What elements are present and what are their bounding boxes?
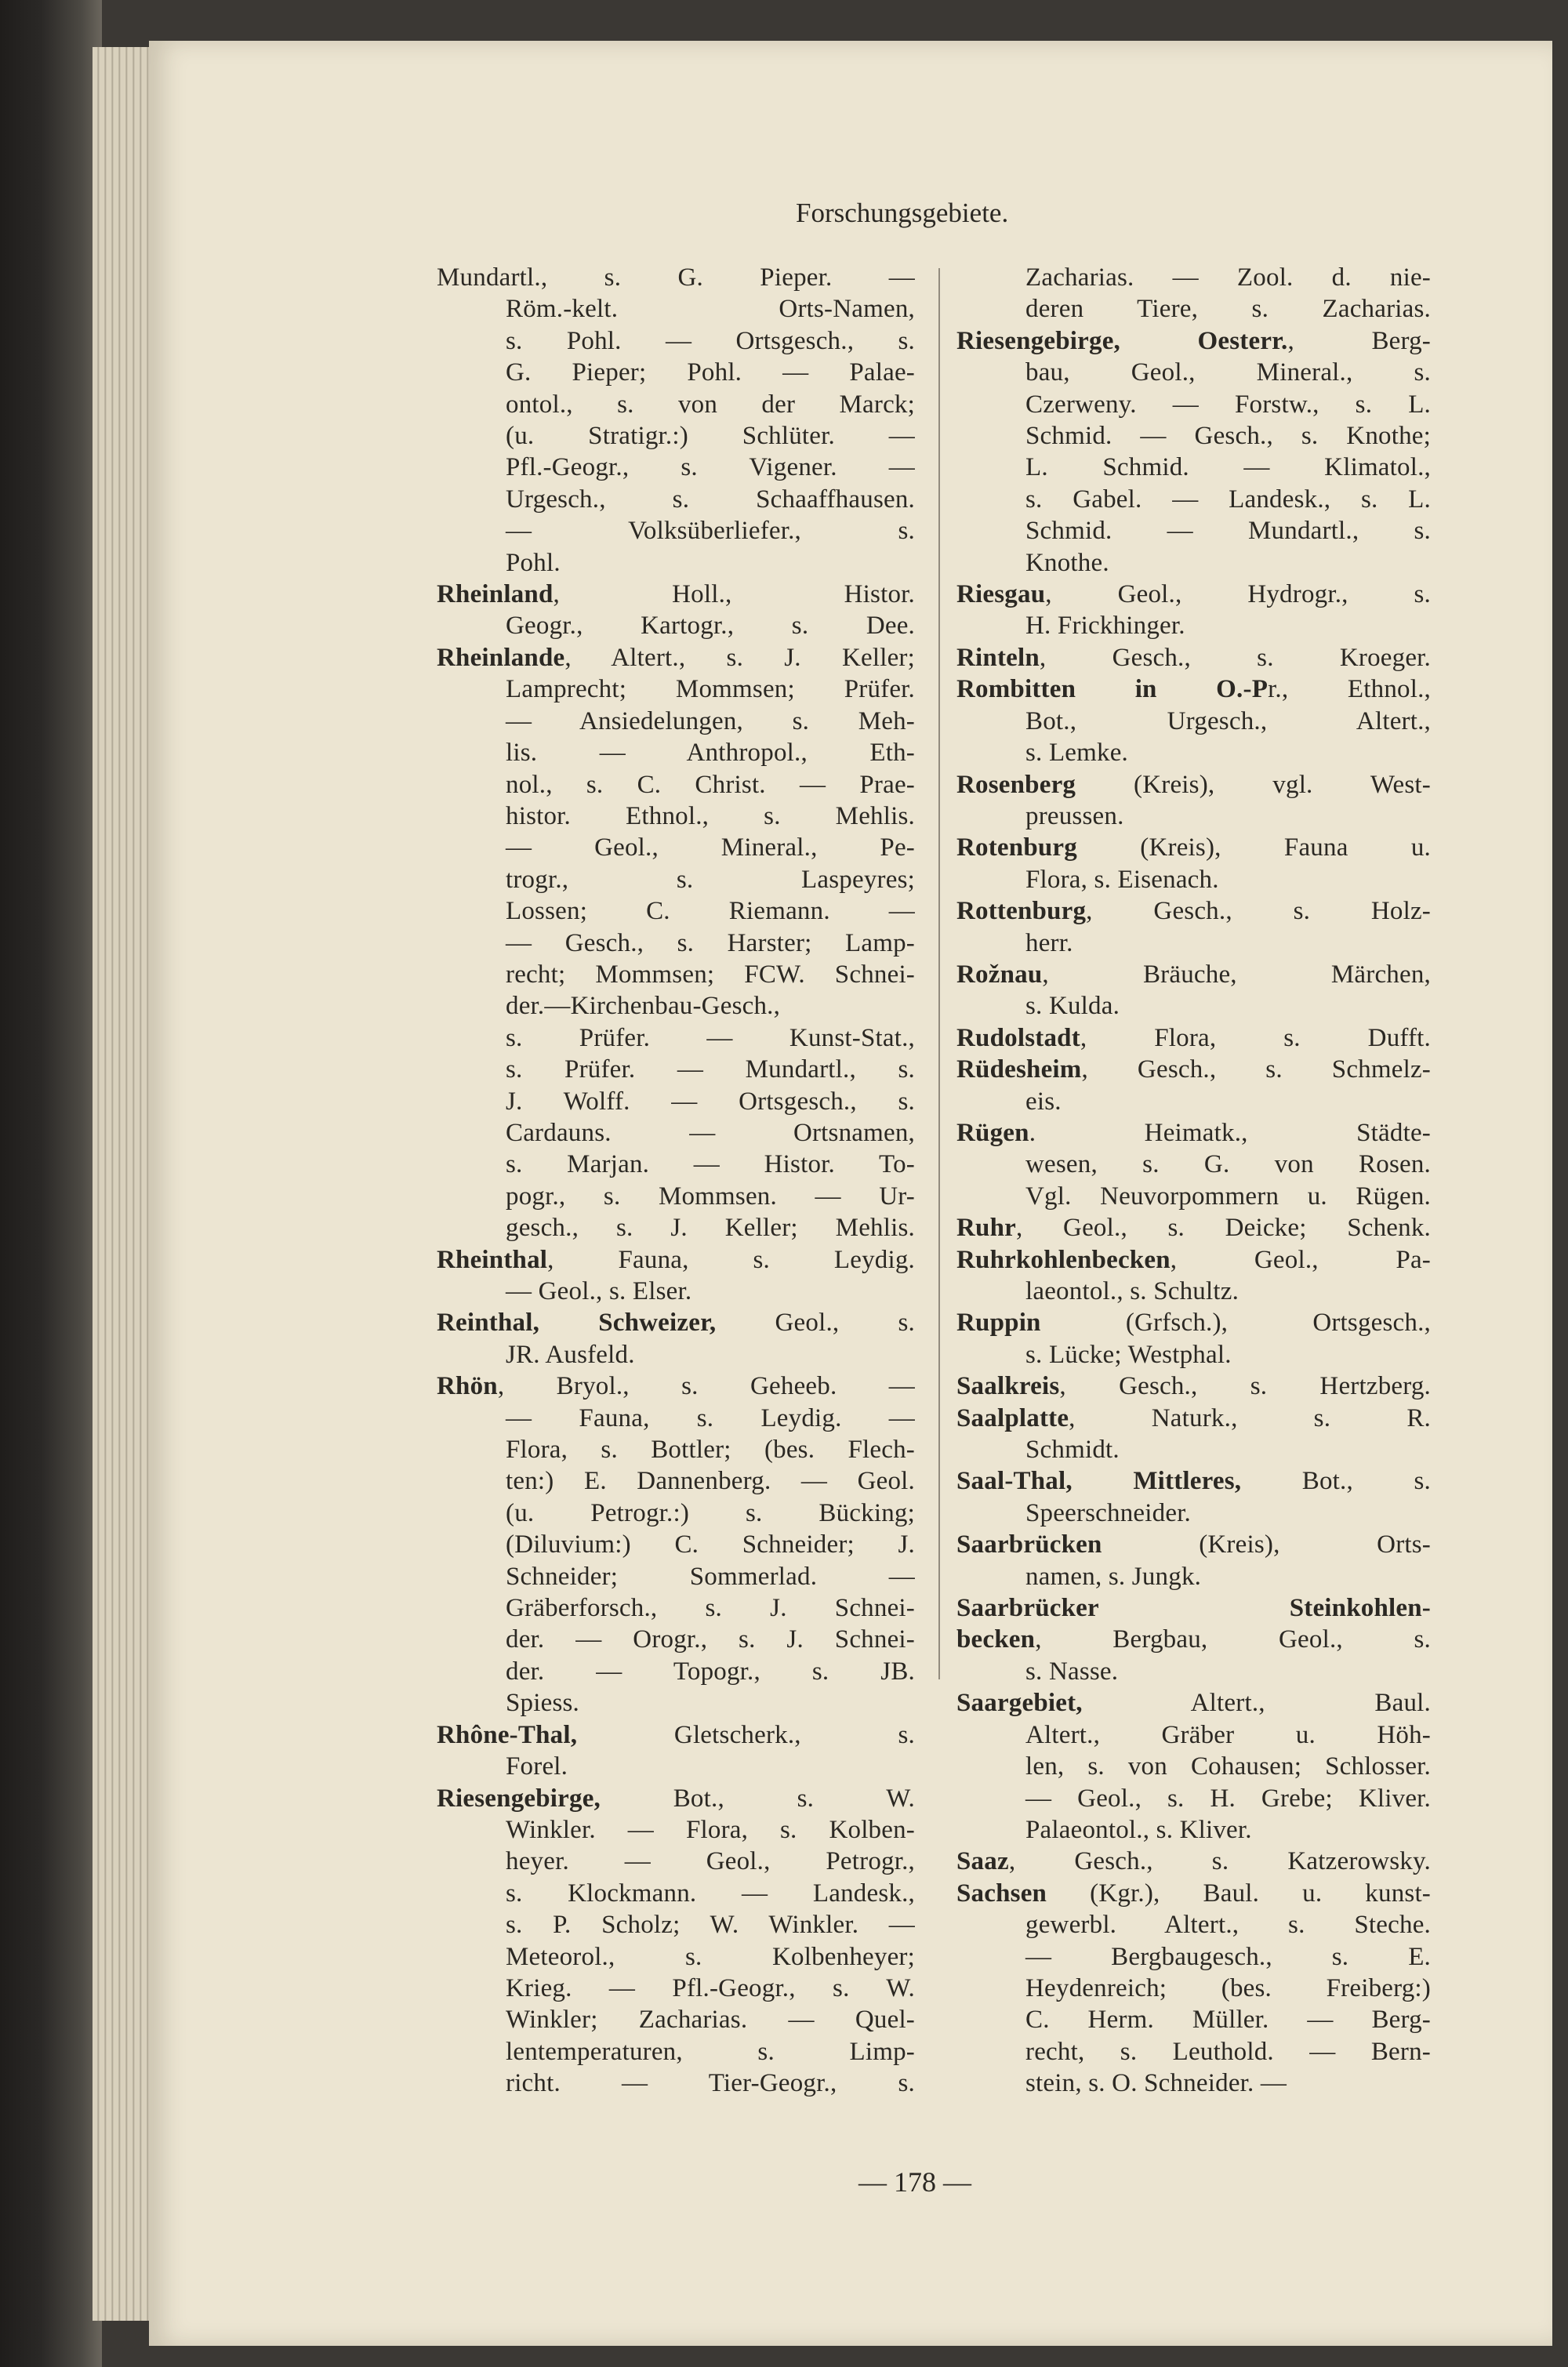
headword: Rotenburg — [956, 833, 1077, 862]
index-line: C. Herm. Müller. — Berg- — [1025, 2006, 1431, 2035]
index-line: Pfl.-Geogr., s. Vigener. — — [506, 453, 915, 482]
headword: Rožnau — [956, 960, 1043, 989]
page-edges — [93, 47, 155, 2321]
index-line: s. Gabel. — Landesk., s. L. — [1025, 485, 1431, 514]
index-line: Schneider; Sommerlad. — — [506, 1562, 915, 1591]
left-column — [437, 262, 915, 2100]
index-line: Speerschneider. — [1025, 1498, 1192, 1527]
headword: Rinteln — [956, 643, 1040, 672]
headword: Rombitten in O.-P — [956, 675, 1269, 704]
column-divider — [938, 268, 940, 1679]
index-line: herr. — [1025, 928, 1073, 957]
index-line: s. P. Scholz; W. Winkler. — — [506, 1911, 915, 1940]
index-line: gewerbl. Altert., s. Steche. — [1025, 1911, 1431, 1940]
index-line: Geogr., Kartogr., s. Dee. — [506, 612, 915, 641]
index-line: Rheinlande, Altert., s. J. Keller; — [437, 643, 915, 672]
index-line: recht, s. Leuthold. — Bern- — [1025, 2037, 1431, 2066]
headword: Rügen — [956, 1118, 1029, 1147]
index-line: — Volksüberliefer., s. — [506, 517, 915, 546]
index-line: L. Schmid. — Klimatol., — [1025, 453, 1431, 482]
index-line: Flora, s. Eisenach. — [1025, 865, 1219, 894]
index-line: ten:) E. Dannenberg. — Geol. — [506, 1467, 915, 1496]
index-line: JR. Ausfeld. — [506, 1340, 635, 1369]
headword: Reinthal, Schweizer, — [437, 1309, 717, 1338]
headword: Ruhr — [956, 1214, 1016, 1243]
index-line: Saal-Thal, Mittleres, Bot., s. — [956, 1467, 1431, 1496]
index-line: Lamprecht; Mommsen; Prüfer. — [506, 675, 915, 704]
index-line: Ruhrkohlenbecken, Geol., Pa- — [956, 1245, 1431, 1274]
index-line: s. Prüfer. — Mundartl., s. — [506, 1055, 915, 1084]
index-line: s. Marjan. — Histor. To- — [506, 1150, 915, 1179]
index-line: Lossen; C. Riemann. — — [506, 897, 915, 926]
index-line: Altert., Gräber u. Höh- — [1025, 1720, 1431, 1749]
headword: Riesgau — [956, 580, 1046, 609]
index-line: s. Kulda. — [1025, 992, 1120, 1021]
headword: becken — [956, 1625, 1036, 1654]
index-line: namen, s. Jungk. — [1025, 1562, 1202, 1591]
index-line: Saalplatte, Naturk., s. R. — [956, 1403, 1431, 1432]
headword: Saaz — [956, 1847, 1009, 1876]
index-line: Cardauns. — Ortsnamen, — [506, 1118, 915, 1147]
headword: Ruppin — [956, 1309, 1041, 1338]
index-line: (u. Stratigr.:) Schlüter. — — [506, 422, 915, 451]
index-line: Winkler. — Flora, s. Kolben- — [506, 1815, 915, 1844]
index-line: — Bergbaugesch., s. E. — [1025, 1942, 1431, 1971]
index-line: Rudolstadt, Flora, s. Dufft. — [956, 1023, 1431, 1052]
headword: Riesengebirge, Oesterr. — [956, 326, 1288, 355]
index-line: Riesgau, Geol., Hydrogr., s. — [956, 580, 1431, 609]
index-line: Zacharias. — Zool. d. nie- — [1025, 263, 1431, 292]
index-line: pogr., s. Mommsen. — Ur- — [506, 1182, 915, 1211]
index-line: s. Lemke. — [1025, 739, 1129, 768]
index-line: recht; Mommsen; FCW. Schnei- — [506, 960, 915, 989]
index-line: (u. Petrogr.:) s. Bücking; — [506, 1498, 915, 1527]
headword: Saargebiet, — [956, 1689, 1083, 1718]
index-line: Gräberforsch., s. J. Schnei- — [506, 1594, 915, 1623]
index-line: Palaeontol., s. Kliver. — [1025, 1815, 1252, 1844]
index-line: Rhône-Thal, Gletscherk., s. — [437, 1720, 915, 1749]
index-line: Ruppin (Grfsch.), Ortsgesch., — [956, 1309, 1431, 1338]
index-line: Riesengebirge, Bot., s. W. — [437, 1784, 915, 1813]
index-line: Ruhr, Geol., s. Deicke; Schenk. — [956, 1214, 1431, 1243]
index-line: Pohl. — [506, 548, 561, 577]
headword: Rheinlande — [437, 643, 565, 672]
index-line: nol., s. C. Christ. — Prae- — [506, 770, 915, 799]
index-line: Saalkreis, Gesch., s. Hertzberg. — [956, 1372, 1431, 1401]
index-line: Rottenburg, Gesch., s. Holz- — [956, 897, 1431, 926]
book-binding — [0, 0, 102, 2367]
index-line: Spiess. — [506, 1689, 580, 1718]
index-line: Heydenreich; (bes. Freiberg:) — [1025, 1973, 1431, 2002]
index-line: laeontol., s. Schultz. — [1025, 1277, 1240, 1305]
index-line: Saaz, Gesch., s. Katzerowsky. — [956, 1847, 1431, 1876]
index-line: J. Wolff. — Ortsgesch., s. — [506, 1087, 915, 1116]
page-number: — 178 — — [858, 2166, 971, 2198]
index-line: stein, s. O. Schneider. — — [1025, 2069, 1287, 2098]
index-line: Czerweny. — Forstw., s. L. — [1025, 390, 1431, 419]
index-line: s. Prüfer. — Kunst-Stat., — [506, 1023, 915, 1052]
index-line: Rügen. Heimatk., Städte- — [956, 1118, 1431, 1147]
right-column — [956, 262, 1431, 2100]
index-line: lis. — Anthropol., Eth- — [506, 739, 915, 768]
headword: Rüdesheim — [956, 1055, 1082, 1084]
index-line: (Diluvium:) C. Schneider; J. — [506, 1530, 915, 1559]
index-line: Saarbrücken (Kreis), Orts- — [956, 1530, 1431, 1559]
index-line: Sachsen (Kgr.), Baul. u. kunst- — [956, 1879, 1431, 1908]
index-line: preussen. — [1025, 801, 1124, 830]
index-line: Rosenberg (Kreis), vgl. West- — [956, 770, 1431, 799]
headword: Rottenburg — [956, 897, 1087, 926]
headword: Saarbrücken — [956, 1530, 1102, 1559]
index-line: Rinteln, Gesch., s. Kroeger. — [956, 643, 1431, 672]
index-line: eis. — [1025, 1087, 1062, 1116]
index-line: Röm.-kelt. Orts-Namen, — [506, 295, 915, 324]
headword: Rhône-Thal, — [437, 1720, 578, 1749]
index-line: Rožnau, Bräuche, Märchen, — [956, 960, 1431, 989]
index-line: der.—Kirchenbau-Gesch., — [506, 992, 781, 1021]
index-line: s. Lücke; Westphal. — [1025, 1340, 1232, 1369]
index-line: — Fauna, s. Leydig. — — [506, 1403, 915, 1432]
index-line: s. Klockmann. — Landesk., — [506, 1879, 915, 1908]
index-line: Rüdesheim, Gesch., s. Schmelz- — [956, 1055, 1431, 1084]
index-line: — Ansiedelungen, s. Meh- — [506, 706, 915, 735]
index-line: Urgesch., s. Schaaffhausen. — [506, 485, 915, 514]
index-line: richt. — Tier-Geogr., s. — [506, 2069, 915, 2098]
index-line: Rombitten in O.-Pr., Ethnol., — [956, 675, 1431, 704]
index-line: — Geol., Mineral., Pe- — [506, 833, 915, 862]
index-line: Rhön, Bryol., s. Geheeb. — — [437, 1372, 915, 1401]
index-line: Rotenburg (Kreis), Fauna u. — [956, 833, 1431, 862]
headword: Saarbrücker Steinkohlen- — [956, 1594, 1431, 1623]
index-line: len, s. von Cohausen; Schlosser. — [1025, 1752, 1431, 1781]
index-line: Schmid. — Gesch., s. Knothe; — [1025, 422, 1431, 451]
headword: Rudolstadt — [956, 1023, 1080, 1052]
index-line: wesen, s. G. von Rosen. — [1025, 1150, 1431, 1179]
index-line: becken, Bergbau, Geol., s. — [956, 1625, 1431, 1654]
index-line: Knothe. — [1025, 548, 1109, 577]
index-line: heyer. — Geol., Petrogr., — [506, 1847, 915, 1876]
index-line: Saargebiet, Altert., Baul. — [956, 1689, 1431, 1718]
headword: Rhön — [437, 1372, 498, 1401]
index-line: Forel. — [506, 1752, 568, 1781]
headword: Rosenberg — [956, 770, 1076, 799]
index-line: deren Tiere, s. Zacharias. — [1025, 295, 1431, 324]
index-line: s. Pohl. — Ortsgesch., s. — [506, 326, 915, 355]
index-line: der. — Topogr., s. JB. — [506, 1657, 915, 1686]
index-line: bau, Geol., Mineral., s. — [1025, 358, 1431, 387]
page-header: Forschungsgebiete. — [796, 198, 1009, 228]
index-line: Schmidt. — [1025, 1436, 1120, 1465]
headword: Sachsen — [956, 1879, 1047, 1908]
headword: Riesengebirge, — [437, 1784, 601, 1813]
index-line: Krieg. — Pfl.-Geogr., s. W. — [506, 1973, 915, 2002]
headword: Ruhrkohlenbecken — [956, 1245, 1171, 1274]
index-line: Mundartl., s. G. Pieper. — — [437, 263, 915, 292]
index-line: der. — Orogr., s. J. Schnei- — [506, 1625, 915, 1654]
index-line: s. Nasse. — [1025, 1657, 1119, 1686]
index-line: Reinthal, Schweizer, Geol., s. — [437, 1309, 915, 1338]
index-line: gesch., s. J. Keller; Mehlis. — [506, 1214, 915, 1243]
index-line: trogr., s. Laspeyres; — [506, 865, 915, 894]
index-line: ontol., s. von der Marck; — [506, 390, 915, 419]
index-line: H. Frickhinger. — [1025, 612, 1185, 641]
index-line: Winkler; Zacharias. — Quel- — [506, 2006, 915, 2035]
index-line — [956, 1592, 1431, 1624]
index-line: Rheinthal, Fauna, s. Leydig. — [437, 1245, 915, 1274]
index-line: Vgl. Neuvorpommern u. Rügen. — [1025, 1182, 1431, 1211]
index-line: — Geol., s. H. Grebe; Kliver. — [1025, 1784, 1431, 1813]
headword: Saal-Thal, Mittleres, — [956, 1467, 1242, 1496]
index-line: Riesengebirge, Oesterr., Berg- — [956, 326, 1431, 355]
index-line: histor. Ethnol., s. Mehlis. — [506, 801, 915, 830]
index-line: Schmid. — Mundartl., s. — [1025, 517, 1431, 546]
index-line: Meteorol., s. Kolbenheyer; — [506, 1942, 915, 1971]
headword: Rheinthal — [437, 1245, 548, 1274]
headword: Rheinland — [437, 580, 554, 609]
index-line: Bot., Urgesch., Altert., — [1025, 706, 1431, 735]
index-line: — Gesch., s. Harster; Lamp- — [506, 928, 915, 957]
index-line: lentemperaturen, s. Limp- — [506, 2037, 915, 2066]
index-line: Rheinland, Holl., Histor. — [437, 580, 915, 609]
index-line: Flora, s. Bottler; (bes. Flech- — [506, 1436, 915, 1465]
headword: Saalkreis — [956, 1372, 1060, 1401]
index-line: G. Pieper; Pohl. — Palae- — [506, 358, 915, 387]
index-line: — Geol., s. Elser. — [506, 1277, 692, 1305]
headword: Saalplatte — [956, 1403, 1069, 1432]
